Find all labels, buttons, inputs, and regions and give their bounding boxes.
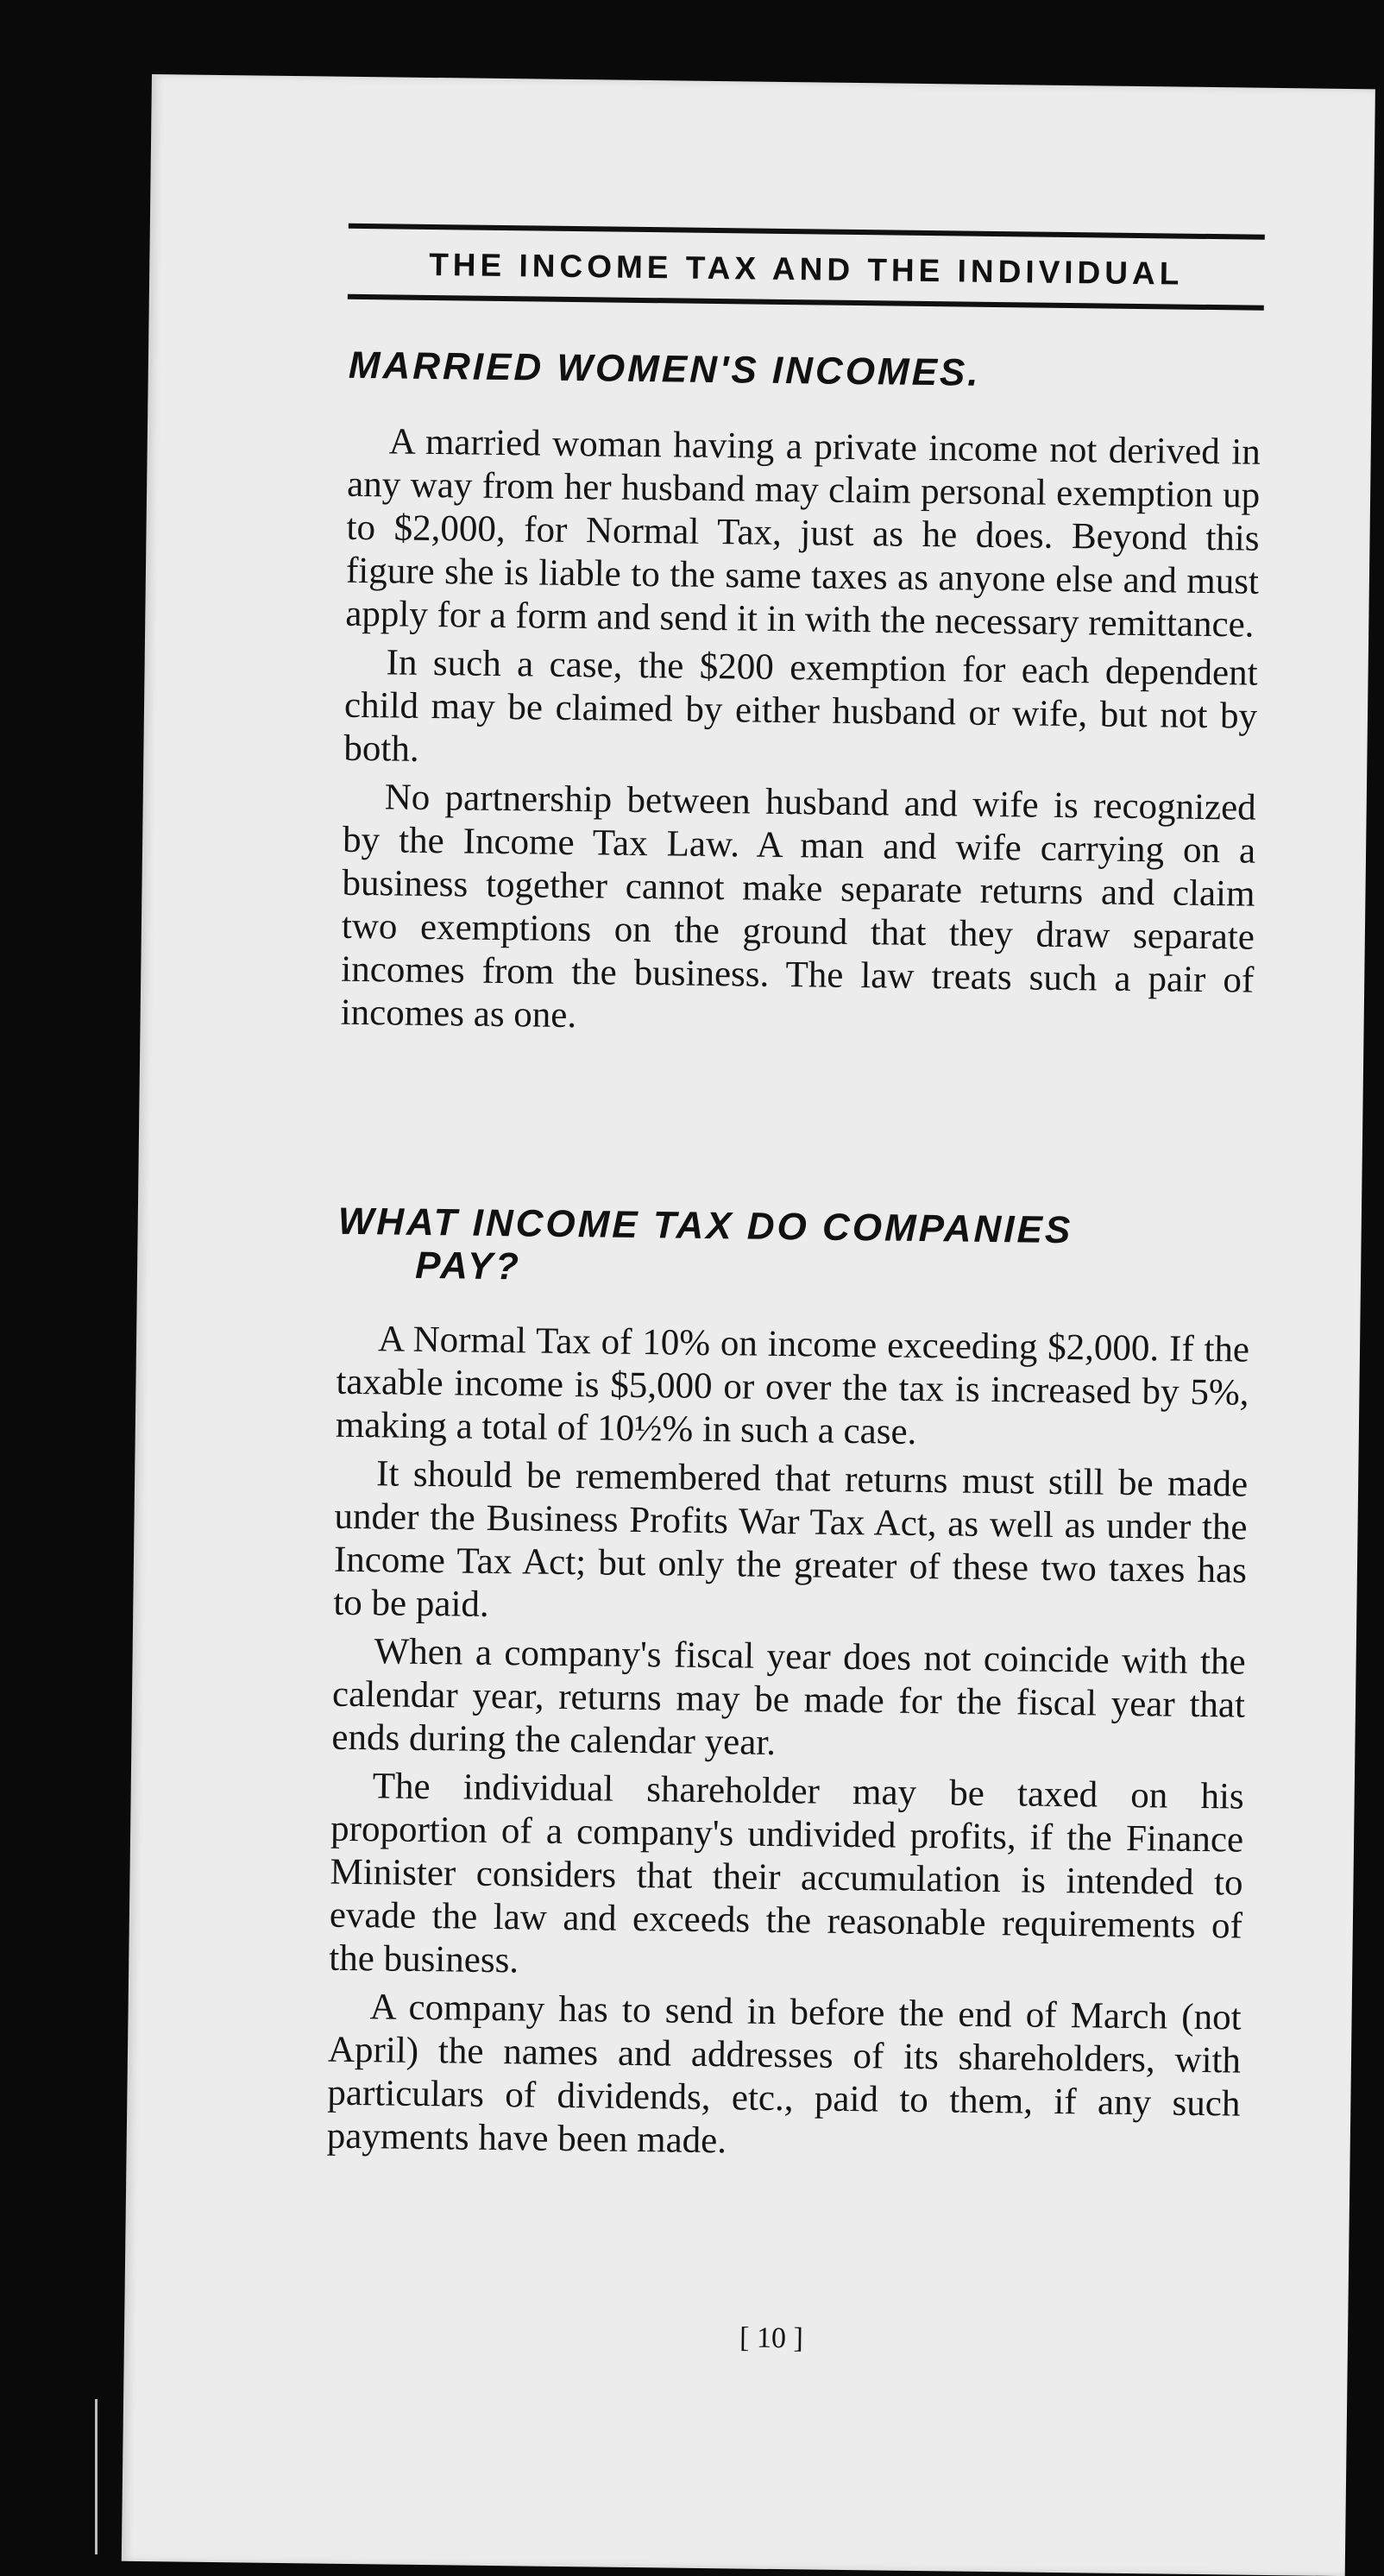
page-number: [ 10 ]: [739, 2321, 804, 2355]
book-page: [122, 74, 1375, 2576]
paragraph: It should be remembered that returns must still be made under the Business Profits War Tax Act, as well as under the Income Tax Act; but only the greater of these two taxes has to be paid.: [333, 1453, 1249, 1625]
paragraph: A married woman having a private income not derived in any way from her husband may claim personal exemption up to $2,000, for Normal Tax, just as he does. Beyond this figure she is liable to the same taxes as anyone else and must apply for a form and send it in with the necessary remittance.: [345, 421, 1261, 646]
running-header: THE INCOME TAX AND THE INDIVIDUAL: [348, 224, 1265, 311]
page-edge: [95, 2399, 123, 2554]
heading-married-womens-incomes: MARRIED WOMEN'S INCOMES.: [348, 343, 981, 394]
paragraph: In such a case, the $200 exemption for each dependent child may be claimed by either husband or wife, but not by both.: [343, 642, 1258, 770]
heading-line-2: PAY?: [414, 1244, 522, 1288]
heading-companies-tax: [337, 1200, 1073, 1295]
heading-line-1: WHAT INCOME TAX DO COMPANIES: [337, 1200, 1073, 1252]
paragraph: The individual shareholder may be taxed on his proportion of a company's undivided profits, if the Finance Minister considers that their accumulation is intended to evade the law and exceeds the reasonable requirements of the business.: [329, 1766, 1244, 1981]
paragraph: A company has to send in before the end of March (not April) the names and addresses of its shareholders, with particulars of dividends, etc., paid to them, if any such payments have been made.: [326, 1987, 1242, 2162]
paragraph: No partnership between husband and wife is recognized by the Income Tax Law. A man and wife carrying on a business together cannot make separate returns and claim two exemptions on the ground that they draw separate incomes from the business. The law treats such a pair of incomes as one.: [340, 777, 1256, 1036]
married-womens-body: [340, 420, 1261, 1051]
companies-body: [326, 1318, 1249, 2175]
paragraph: When a company's fiscal year does not coincide with the calendar year, returns may be made for the fiscal year that ends during the calendar year.: [331, 1631, 1246, 1763]
paragraph: A Normal Tax of 10% on income exceeding $2,000. If the taxable income is $5,000 or over the tax is increased by 5%, making a total of 10½% in such a case.: [335, 1319, 1250, 1452]
